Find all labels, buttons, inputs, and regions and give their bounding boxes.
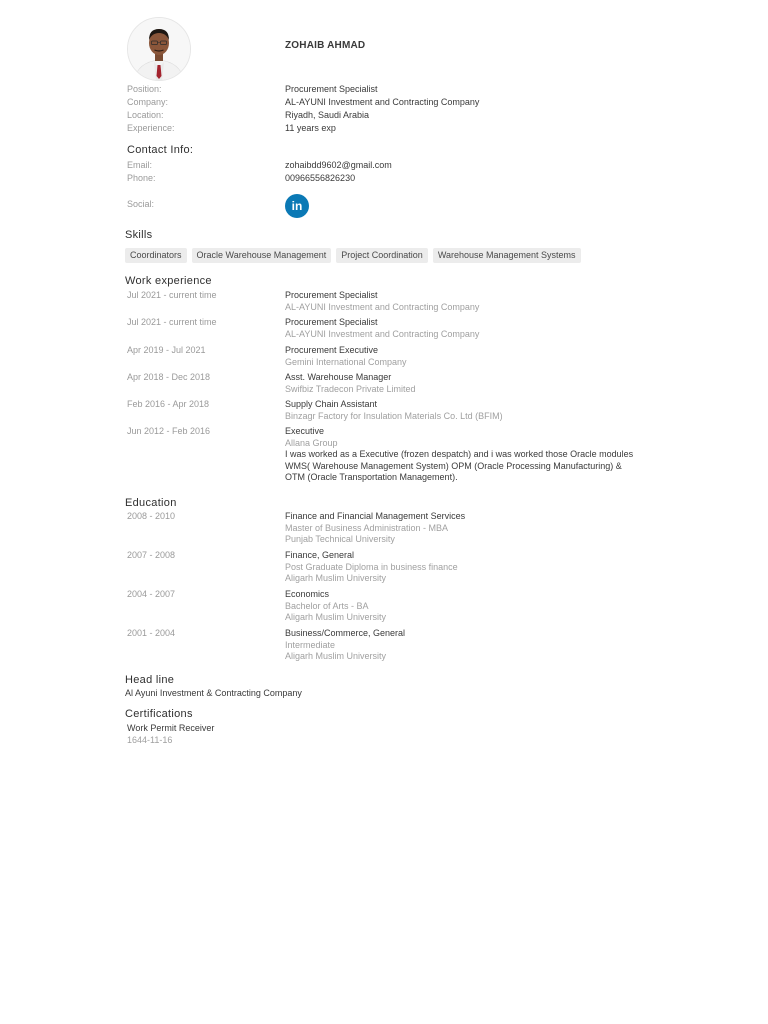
phone-value[interactable]: 00966556826230 <box>285 173 356 183</box>
work-heading: Work experience <box>125 275 212 287</box>
work-date: Jul 2021 - current time <box>127 290 217 300</box>
education-school: Aligarh Muslim University <box>285 612 387 622</box>
skill-tag: Coordinators <box>125 248 187 263</box>
person-photo-icon <box>128 18 190 80</box>
headline-heading: Head line <box>125 674 175 686</box>
education-field: Economics <box>285 589 330 599</box>
education-field: Finance, General <box>285 550 355 560</box>
phone-label: Phone: <box>127 173 156 183</box>
education-school: Aligarh Muslim University <box>285 573 387 583</box>
location-label: Location: <box>127 110 164 120</box>
work-company: Swifbiz Tradecon Private Limited <box>285 383 416 394</box>
work-company: Allana Group <box>285 437 338 448</box>
education-degree: Bachelor of Arts - BA <box>285 600 369 611</box>
education-school: Punjab Technical University <box>285 534 395 544</box>
education-degree: Intermediate <box>285 639 336 650</box>
skills-heading: Skills <box>125 229 153 241</box>
experience-label: Experience: <box>127 123 175 133</box>
position-value: Procurement Specialist <box>285 84 378 94</box>
work-date: Apr 2019 - Jul 2021 <box>127 345 206 355</box>
work-date: Jul 2021 - current time <box>127 317 217 327</box>
education-field: Finance and Financial Management Services <box>285 511 466 521</box>
education-degree: Post Graduate Diploma in business finance <box>285 561 458 572</box>
work-description: I was worked as a Executive (frozen despatch) and i was worked those Oracle modules WMS( Warehouse Management System) OPM (Oracle Processing Manufacturing) & OTM (Oracle Transportation Management). <box>285 449 634 482</box>
education-field: Business/Commerce, General <box>285 628 406 638</box>
certification-name: Work Permit Receiver <box>127 723 215 733</box>
education-school: Aligarh Muslim University <box>285 651 387 661</box>
skills-list <box>125 248 581 263</box>
work-title: Executive <box>285 426 325 436</box>
work-date: Apr 2018 - Dec 2018 <box>127 372 211 382</box>
email-value[interactable]: zohaibdd9602@gmail.com <box>285 160 392 170</box>
candidate-name: ZOHAIB AHMAD <box>285 40 366 51</box>
company-label: Company: <box>127 97 169 107</box>
skill-tag: Project Coordination <box>336 248 428 263</box>
education-date: 2007 - 2008 <box>127 550 176 560</box>
work-company: Gemini International Company <box>285 356 407 367</box>
work-company: Binzagr Factory for Insulation Materials Co. Ltd (BFIM) <box>285 410 503 421</box>
linkedin-icon[interactable]: in <box>285 194 309 218</box>
work-title: Procurement Executive <box>285 345 379 355</box>
social-label: Social: <box>127 199 155 209</box>
work-company: AL-AYUNI Investment and Contracting Company <box>285 328 480 339</box>
skill-tag: Oracle Warehouse Management <box>192 248 332 263</box>
email-label: Email: <box>127 160 153 170</box>
headline-text: Al Ayuni Investment & Contracting Company <box>125 688 302 698</box>
education-heading: Education <box>125 497 177 509</box>
work-title: Procurement Specialist <box>285 317 378 327</box>
work-date: Jun 2012 - Feb 2016 <box>127 426 211 436</box>
work-title: Supply Chain Assistant <box>285 399 378 409</box>
certifications-heading: Certifications <box>125 708 193 720</box>
work-title: Procurement Specialist <box>285 290 378 300</box>
work-title: Asst. Warehouse Manager <box>285 372 392 382</box>
work-date: Feb 2016 - Apr 2018 <box>127 399 210 409</box>
experience-value: 11 years exp <box>285 123 336 133</box>
education-date: 2004 - 2007 <box>127 589 176 599</box>
education-date: 2001 - 2004 <box>127 628 176 638</box>
profile-photo <box>127 17 191 81</box>
education-degree: Master of Business Administration - MBA <box>285 522 449 533</box>
location-value: Riyadh, Saudi Arabia <box>285 110 370 120</box>
company-value: AL-AYUNI Investment and Contracting Company <box>285 97 480 107</box>
position-label: Position: <box>127 84 162 94</box>
contact-heading: Contact Info: <box>127 144 194 156</box>
work-company: AL-AYUNI Investment and Contracting Company <box>285 301 480 312</box>
certification-date: 1644-11-16 <box>127 735 173 745</box>
skill-tag: Warehouse Management Systems <box>433 248 581 263</box>
education-date: 2008 - 2010 <box>127 511 176 521</box>
